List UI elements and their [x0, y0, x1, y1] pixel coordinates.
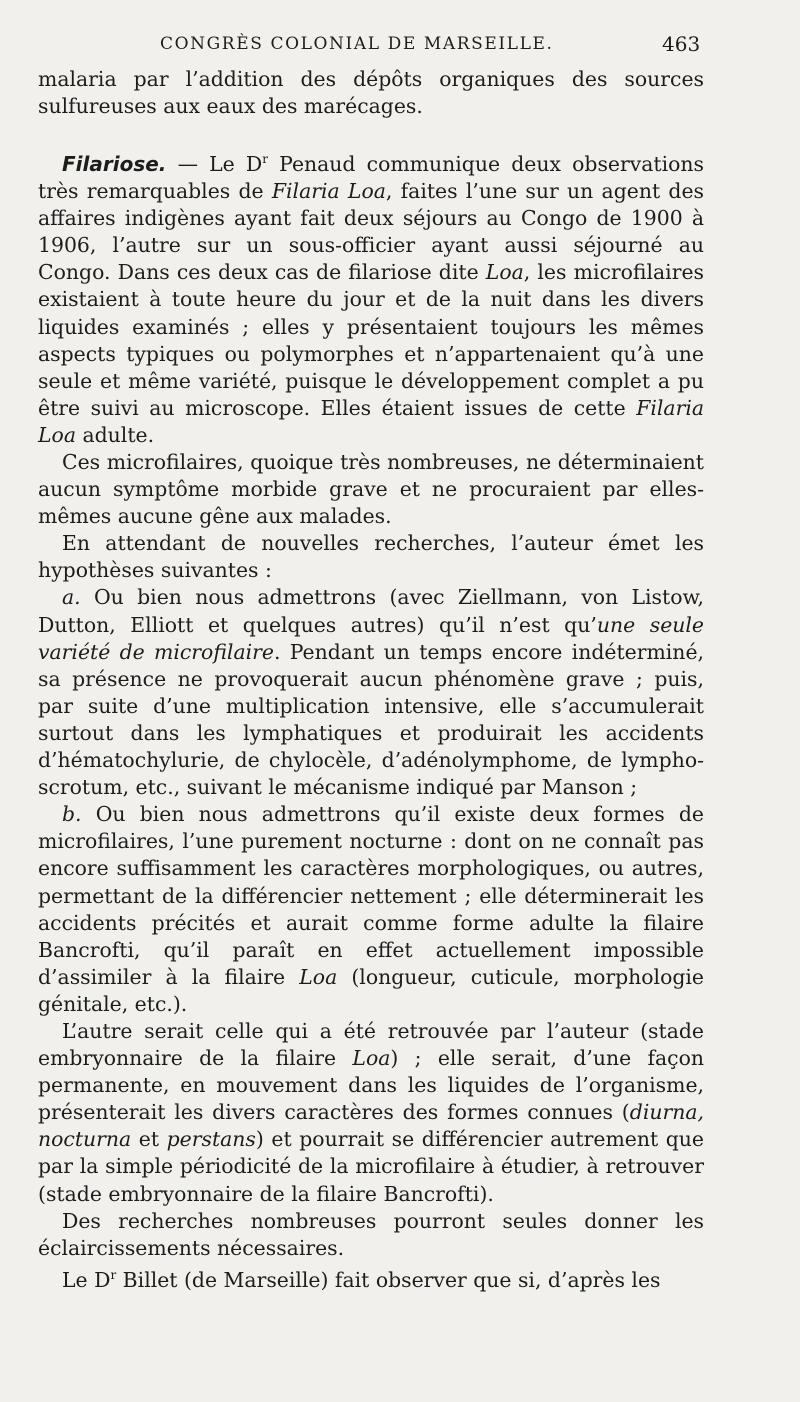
body-text — [38, 66, 704, 1294]
paragraph-text: Ou bien nous admettrons (avec Ziellmann, von Listow, Dutton, Elliott et quelques autres) qu’il n’est qu’ — [38, 585, 704, 637]
paragraph-text: et — [131, 1127, 167, 1152]
italic-term: Loa — [299, 964, 338, 989]
list-marker: a. — [62, 585, 81, 610]
paragraph-hypothesis-b — [38, 801, 704, 1018]
paragraph-text: Billet (de Marseille) fait observer que si, d’après les — [116, 1267, 661, 1292]
superscript: r — [110, 1267, 117, 1282]
paragraph-text: adulte. — [75, 422, 155, 447]
italic-term: une seule variété de microfilaire — [38, 612, 704, 664]
paragraph-text: En attendant de nouvelles recherches, l’auteur émet les hypothèses suivantes : — [38, 531, 704, 583]
page-number: 463 — [662, 32, 701, 56]
paragraph — [38, 1018, 704, 1208]
italic-term: Filaria Loa — [38, 395, 704, 447]
list-marker: b. — [62, 802, 82, 827]
italic-term: perstans — [166, 1127, 256, 1152]
paragraph-continuation — [38, 66, 704, 120]
running-title: CONGRÈS COLONIAL DE MARSEILLE. — [160, 34, 554, 54]
paragraph-text: Ou bien nous admettrons qu’il existe deux formes de microfilaires, l’une purement nocturne : dont on ne connaît pas encore suffisamment les caractères morphologiques, ou autres, permettant de la différencier nettement ; elle déterminerait les accidents précités et aurait comme forme adulte la filaire Bancrofti, qu’il paraît en effet actuellement impossible d’assimiler à la filaire — [38, 802, 704, 989]
paragraph — [38, 1208, 704, 1262]
paragraph-filariose — [38, 146, 704, 449]
superscript: r — [262, 152, 268, 167]
paragraph-text: Ces microfilaires, quoique très nombreuses, ne déterminaient aucun symptôme morbide grave et ne procuraient par elles-mêmes aucune gêne aux malades. — [38, 450, 704, 529]
paragraph-text: Penaud communique deux observations très remarquables de — [38, 151, 704, 204]
paragraph-text: ) ; elle serait, d’une façon permanente, en mouvement dans les liquides de l’organisme, présenterait les divers caractères des formes connues ( — [38, 1046, 704, 1125]
paragraph-hypothesis-a — [38, 584, 704, 801]
paragraph-text: Des recherches nombreuses pourront seules donner les éclaircissements nécessaires. — [38, 1208, 704, 1260]
paragraph-text: ) et pourrait se différencier autrement que par la simple périodicité de la microfilaire à étudier, à retrouver (stade embryonnaire de la filaire Bancrofti). — [38, 1127, 704, 1206]
paragraph-text: , les microfilaires existaient à toute heure du jour et de la nuit dans les divers liquides examinés ; elles y présentaient toujours les mêmes aspects typiques ou polymorphes et n’appartenaient qu’à une seule et même variété, puisque le développement complet a pu être suivi au microscope. Elles étaient issues de cette — [38, 260, 704, 420]
section-label: Filariose. — [62, 151, 167, 176]
paragraph-text: , faites l’une sur un agent des affaires indigènes ayant fait deux séjours au Congo de 1900 à 1906, l’autre sur un sous-officier ayant aussi séjourné au Congo. Dans ces deux cas de filariose dite — [38, 179, 705, 285]
paragraph-text: malaria par l’addition des dépôts organiques des sources sulfureuses aux eaux des marécages. — [38, 67, 704, 119]
paragraph — [38, 1262, 704, 1294]
paragraph-text: (longueur, cuticule, morphologie génitale, etc.). — [38, 964, 704, 1016]
paragraph-text: Le D — [62, 1267, 111, 1292]
running-head — [0, 30, 800, 60]
italic-term: Filaria Loa — [271, 179, 386, 204]
paragraph-text: . Pendant un temps encore indéterminé, sa présence ne provoquerait aucun phénomène grave ; puis, par suite d’une multiplication intensive, elle s’accumulerait surtout dans les lymphatiques et produirait les accidents d’hématochylurie, de chylocèle, d’adénolymphome, de lympho-scrotum, etc., suivant le mécanisme indiqué par Manson ; — [38, 639, 704, 800]
italic-term: Loa — [352, 1046, 391, 1071]
paragraph — [38, 449, 704, 530]
paragraph-text: — Le D — [166, 151, 263, 176]
italic-term: diurna, nocturna — [38, 1100, 704, 1152]
paragraph — [38, 530, 704, 584]
italic-term: Loa — [485, 260, 524, 285]
paragraph-text: L’autre serait celle qui a été retrouvée par l’auteur (stade embryonnaire de la filaire — [38, 1018, 704, 1071]
